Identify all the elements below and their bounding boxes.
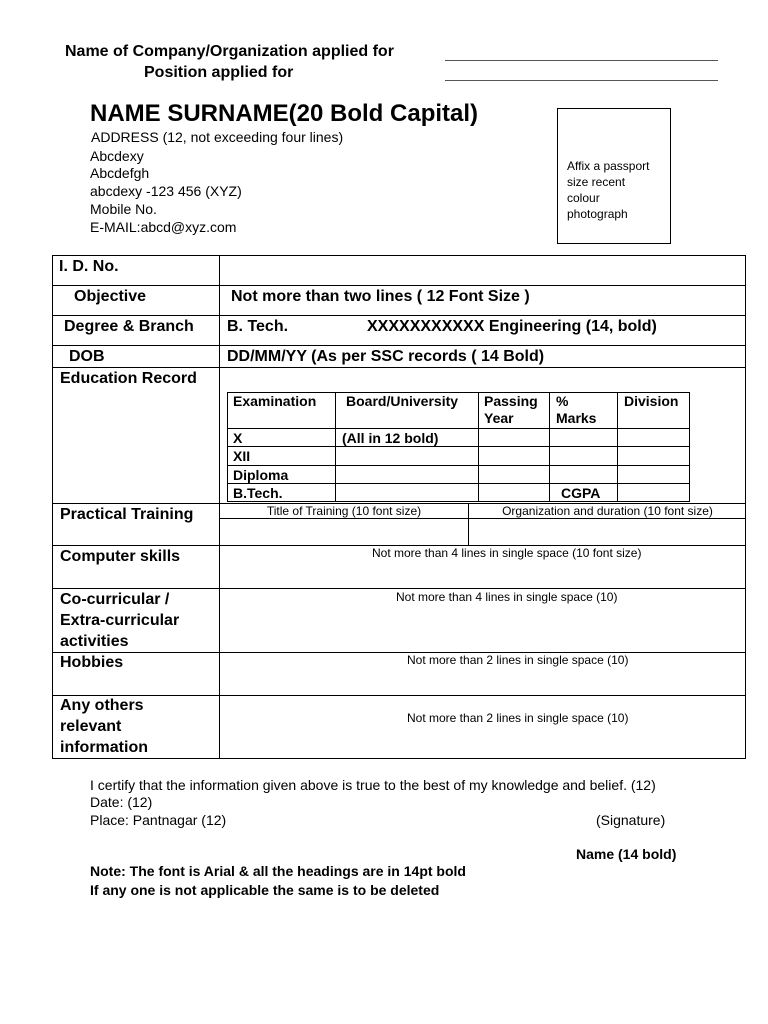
id-label: I. D. No. bbox=[59, 258, 119, 275]
position-line[interactable] bbox=[445, 64, 718, 81]
hobbies-label: Hobbies bbox=[60, 654, 124, 671]
cocurricular-value: Not more than 4 lines in single space (10) bbox=[396, 590, 618, 604]
row-divider bbox=[52, 285, 746, 286]
cocurricular-label-3: activities bbox=[60, 633, 129, 650]
dob-label: DOB bbox=[69, 348, 105, 365]
place-label: Place: Pantnagar (12) bbox=[90, 812, 227, 828]
signature-name: Name (14 bold) bbox=[576, 846, 677, 862]
others-label-3: information bbox=[60, 739, 148, 756]
objective-label: Objective bbox=[74, 288, 147, 305]
photo-instruction: Affix a passport size recent colour photograph bbox=[567, 159, 650, 221]
edu-col-divider bbox=[549, 392, 550, 502]
address-note: ADDRESS (12, not exceeding four lines) bbox=[91, 129, 344, 145]
objective-value: Not more than two lines ( 12 Font Size ) bbox=[231, 288, 530, 305]
photo-box bbox=[557, 108, 671, 244]
email: E-MAIL:abcd@xyz.com bbox=[90, 219, 237, 235]
edu-row-divider bbox=[227, 446, 690, 447]
edu-row-x: X bbox=[233, 430, 243, 446]
training-label: Practical Training bbox=[60, 506, 194, 523]
others-label-1: Any others bbox=[60, 697, 144, 714]
edu-row-btech-cgpa: CGPA bbox=[561, 485, 601, 501]
training-title: Title of Training (10 font size) bbox=[266, 504, 422, 518]
edu-col-divider bbox=[335, 392, 336, 502]
degree-value: B. Tech. bbox=[227, 318, 289, 335]
hobbies-value: Not more than 2 lines in single space (10) bbox=[407, 653, 629, 667]
edu-col-divider bbox=[478, 392, 479, 502]
certification-text: I certify that the information given above is true to the best of my knowledge and belief. (12) bbox=[90, 777, 656, 793]
others-label-2: relevant bbox=[60, 718, 122, 735]
mobile-label: Mobile No. bbox=[90, 201, 157, 217]
edu-row-divider bbox=[227, 428, 690, 429]
row-divider bbox=[52, 695, 746, 696]
row-divider bbox=[52, 315, 746, 316]
training-org: Organization and duration (10 font size) bbox=[502, 504, 713, 518]
edu-header-examination: Examination bbox=[233, 393, 317, 409]
computer-label: Computer skills bbox=[60, 548, 181, 565]
dob-value: DD/MM/YY (As per SSC records ( 14 Bold) bbox=[227, 348, 545, 365]
signature-label: (Signature) bbox=[596, 812, 666, 828]
edu-header-division: Division bbox=[624, 393, 679, 409]
row-divider bbox=[52, 588, 746, 589]
position-label: Position applied for bbox=[144, 64, 294, 81]
company-line[interactable] bbox=[445, 44, 718, 61]
row-divider bbox=[52, 652, 746, 653]
computer-value: Not more than 4 lines in single space (10 font size) bbox=[372, 546, 642, 560]
id-value-field[interactable] bbox=[221, 257, 743, 284]
company-label: Name of Company/Organization applied for bbox=[65, 43, 394, 60]
branch-value: XXXXXXXXXXX Engineering (14, bold) bbox=[367, 318, 657, 335]
edu-row-diploma: Diploma bbox=[233, 467, 289, 483]
cocurricular-label-1: Co-curricular / bbox=[60, 591, 170, 608]
date-label: Date: (12) bbox=[90, 794, 153, 810]
edu-col-divider bbox=[617, 392, 618, 502]
candidate-name: NAME SURNAME(20 Bold Capital) bbox=[90, 100, 479, 127]
note-line-2: If any one is not applicable the same is to be deleted bbox=[90, 882, 440, 898]
edu-header-passing-year: Passing Year bbox=[484, 393, 538, 426]
training-subdivider bbox=[219, 518, 746, 519]
edu-header-marks: % Marks bbox=[556, 393, 597, 426]
row-divider bbox=[52, 345, 746, 346]
edu-row-xii: XII bbox=[233, 448, 251, 464]
edu-row-btech: B.Tech. bbox=[233, 485, 283, 501]
cocurricular-label-2: Extra-curricular bbox=[60, 612, 180, 629]
others-value: Not more than 2 lines in single space (10) bbox=[407, 711, 629, 725]
row-divider bbox=[52, 367, 746, 368]
address-line-1: Abcdexy bbox=[90, 148, 144, 164]
address-line-3: abcdexy -123 456 (XYZ) bbox=[90, 183, 242, 199]
note-line-1: Note: The font is Arial & all the headings are in 14pt bold bbox=[90, 863, 466, 879]
edu-header-board: Board/University bbox=[346, 393, 459, 409]
edu-row-x-board: (All in 12 bold) bbox=[342, 430, 439, 446]
address-line-2: Abcdefgh bbox=[90, 165, 150, 181]
degree-label: Degree & Branch bbox=[64, 318, 194, 335]
education-label: Education Record bbox=[60, 370, 197, 387]
edu-row-divider bbox=[227, 465, 690, 466]
edu-row-divider bbox=[227, 483, 690, 484]
